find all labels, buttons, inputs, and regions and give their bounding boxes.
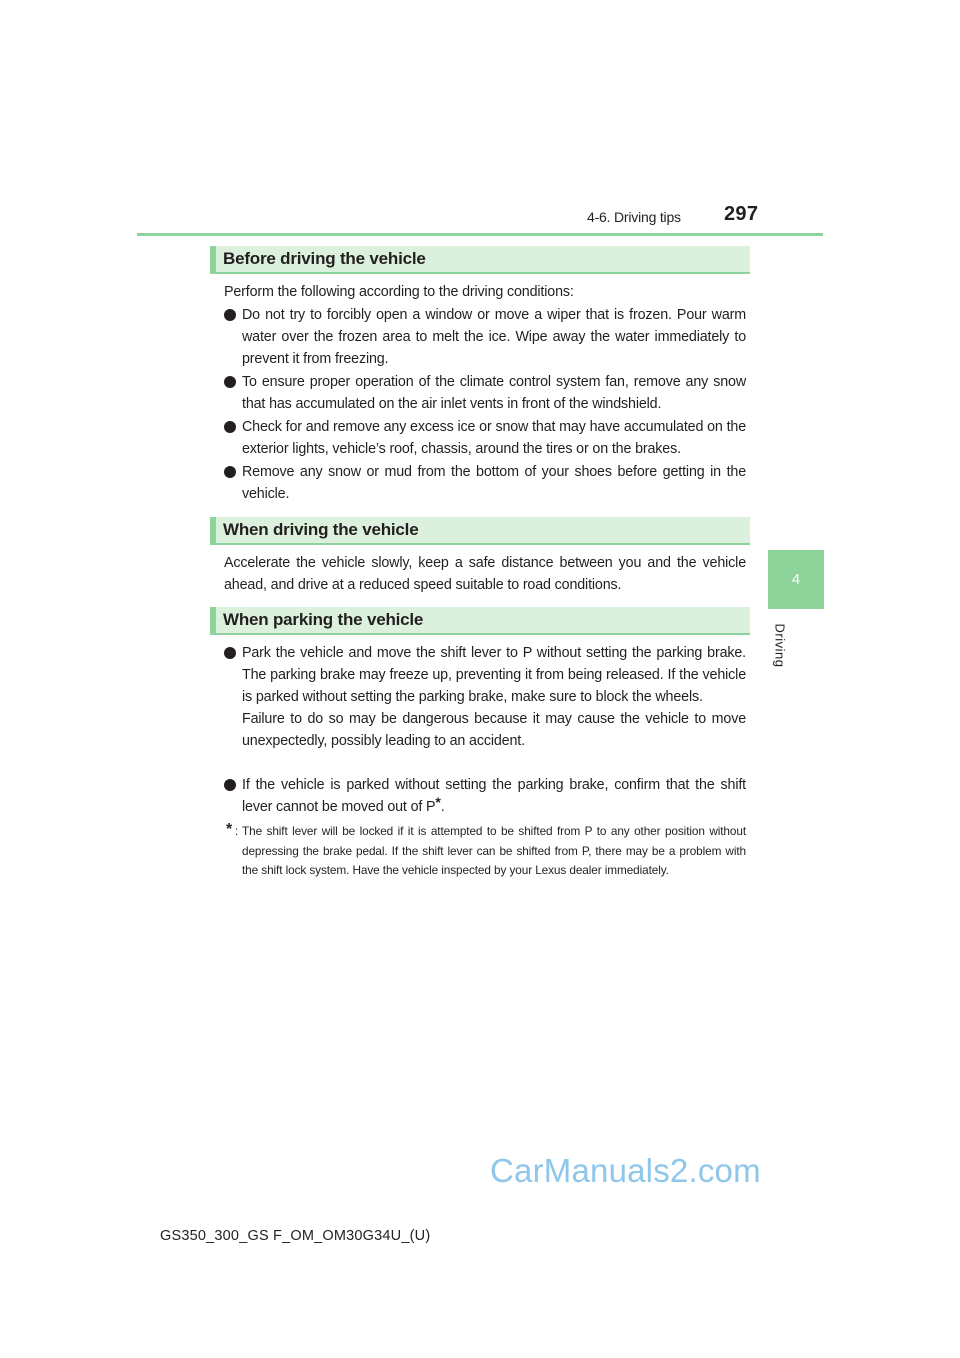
document-code: GS350_300_GS F_OM_OM30G34U_(U): [160, 1228, 431, 1244]
list-item-end: .: [440, 799, 445, 815]
list-item-body: If the vehicle is parked without setting the parking brake, confirm that the shift lever cannot be moved out of P: [242, 777, 746, 815]
bullet-icon: [224, 466, 236, 478]
list-item-text: Do not try to forcibly open a window or move a wiper that is frozen. Pour warm water over the frozen area to melt the ice. Wipe away the water immediately to prevent it from freezing.: [242, 307, 746, 367]
footnote-colon: :: [235, 824, 239, 838]
section-heading-when-parking: [210, 607, 750, 635]
watermark-logo: CarManuals2.com: [490, 1152, 761, 1189]
list-item: [224, 461, 746, 505]
list-item-text: Remove any snow or mud from the bottom of your shoes before getting in the vehicle.: [242, 464, 746, 502]
section-heading-text: Before driving the vehicle: [223, 249, 426, 268]
bullet-icon: [224, 376, 236, 388]
bullet-icon: [224, 647, 236, 659]
list-item: [224, 304, 746, 370]
list-item: [224, 416, 746, 460]
chapter-tab: 4: [768, 550, 824, 609]
bullet-icon: [224, 421, 236, 433]
footnote-ref-asterisk: *: [435, 794, 441, 810]
list-item-text: [242, 774, 746, 818]
page-number: 297: [724, 203, 759, 225]
section-heading-before-driving: [210, 246, 750, 274]
list-item-paragraph: Failure to do so may be dangerous because it may cause the vehicle to move unexpectedly, possibly leading to an accident.: [242, 711, 746, 749]
bullet-icon: [224, 309, 236, 321]
bullet-icon: [224, 779, 236, 791]
list-item-text: To ensure proper operation of the climate control system fan, remove any snow that has accumulated on the air inlet vents in front of the windshield.: [242, 374, 746, 412]
footnote: [226, 822, 746, 881]
section-intro: Accelerate the vehicle slowly, keep a safe distance between you and the vehicle ahead, and drive at a reduced speed suitable to road conditions.: [224, 555, 746, 593]
footnote-marker: *: [226, 821, 233, 838]
list-item: [224, 774, 746, 818]
section-heading-text: When driving the vehicle: [223, 520, 419, 539]
list-item-text: Check for and remove any excess ice or snow that may have accumulated on the exterior lights, vehicle’s roof, chassis, around the tires or on the brakes.: [242, 419, 746, 457]
list-item-paragraph: Park the vehicle and move the shift lever to P without setting the parking brake. The parking brake may freeze up, preventing it from being released. If the vehicle is parked without setting the parking brake, make sure to block the wheels.: [242, 645, 746, 705]
section-intro: Perform the following according to the driving conditions:: [224, 284, 574, 300]
footnote-text: The shift lever will be locked if it is attempted to be shifted from P to any other position without depressing the brake pedal. If the shift lever can be shifted from P, there may be a problem with the shift lock system. Have the vehicle inspected by your Lexus dealer immediately.: [242, 824, 746, 877]
list-item-text: [242, 642, 746, 752]
list-item: [224, 371, 746, 415]
chapter-tab-label: Driving: [772, 623, 788, 668]
running-header-section: 4-6. Driving tips: [587, 209, 681, 225]
section-heading-when-driving: [210, 517, 750, 545]
list-item: [224, 642, 746, 752]
header-divider: [137, 233, 823, 236]
section-heading-text: When parking the vehicle: [223, 610, 424, 629]
